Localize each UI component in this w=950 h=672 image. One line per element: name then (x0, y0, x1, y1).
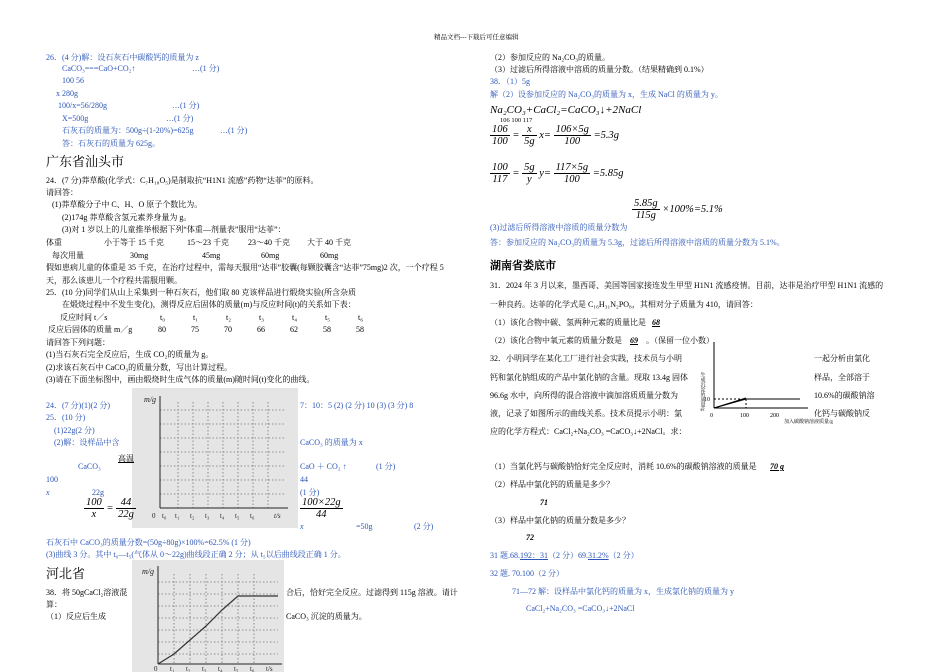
ans25-part1: (1)22g(2 分) (54, 426, 95, 435)
graph1-tick: t₄ (220, 512, 225, 520)
graph1-origin: 0 (152, 512, 156, 520)
frac-num: 100 (86, 497, 102, 508)
q25-stem: 在煅烧过程中不发生变化)，测得反应后固体的质量(m)与反应时间(t)的关系如下表： (62, 300, 356, 309)
dosage-table-cell: 每次用量 (52, 251, 84, 260)
time-cell: t₃ (259, 313, 265, 322)
graph2-xtick: t₂ (186, 665, 191, 672)
mass-cell: 80 (158, 325, 166, 334)
solve-var: x (300, 522, 304, 531)
q26-score: …(1 分) (192, 64, 220, 73)
frac-num: 100×22g (302, 497, 341, 508)
dosage-table-cell: 15～23 千克 (187, 238, 229, 247)
eq-condition: 高温 (118, 454, 134, 463)
ans31-value: 31.2% (588, 551, 609, 560)
q26-line6: X=500g (62, 114, 89, 123)
ans38-3: (3)过滤后所得溶液中溶质的质量分数为 (490, 223, 628, 232)
proportion-x: $\frac{106}{100}$ = $\frac{x}{5g}$ x= $\frac{106\times 5g}{100}$ =5.3g (492, 124, 620, 147)
ans31-value: 192：31 (520, 551, 548, 560)
graph2-xtick: t₃ (202, 665, 207, 672)
q31-stem: 一种良药。达菲的化学式是 C₁₆H₃₁N₂PO₈，其相对分子质量为 410，请回答： (490, 300, 758, 309)
q31-part2: （2）该化合物中氧元素的质量分数是 (490, 336, 622, 345)
q32-blank-72: 72 (526, 533, 534, 542)
solve-eq (300, 497, 343, 520)
q38-part1-right: CaCO₃ 沉淀的质量为。 (286, 612, 367, 621)
time-cell: t₆ (358, 313, 364, 322)
q26-line5: 100/x=56/280g (58, 101, 107, 110)
graph2-ylabel: m/g (142, 567, 154, 576)
q32-stem-right: 一起分析由氯化 (814, 354, 870, 363)
proportion-eq: $\frac{100}{x}$ = $\frac{44}{22g}$ (86, 497, 134, 520)
frac-den: x (91, 509, 97, 520)
dosage-table-cell: 45mg (202, 251, 221, 260)
q26-line1: 26．(4 分)解：设石灰石中碳酸钙的质量为 z (46, 53, 199, 62)
q24-part1: (1)莽草酸分子中 C、H、O 原子个数比为。 (52, 200, 203, 209)
mass-cell: 75 (191, 325, 199, 334)
mass-cell: 66 (257, 325, 265, 334)
ans38-final: 答：参加反应的 Na₂CO₃的质量为 5.3g，过滤后所得溶液中溶质的质量分数为 5.1%。 (490, 238, 785, 247)
graph2-xtick: t₄ (218, 665, 223, 672)
solve-prefix: x= (539, 129, 551, 141)
ans71-reaction: CaCl₂+Na₂CO₃ =CaCO₃↓+2NaCl (526, 604, 635, 613)
q24-ask: 请回答： (46, 188, 78, 197)
graph1-ylabel: m/g (144, 395, 156, 404)
eq-mass: 100 (46, 475, 58, 484)
ans31-suffix: （2 分） (608, 551, 639, 560)
blank-grid-figure (132, 388, 298, 528)
section-heading-hunan: 湖南省娄底市 (490, 260, 556, 272)
ans71: 71—72 解：设样品中氯化钙的质量为 x，生成氯化钠的质量为 y (512, 587, 734, 596)
q38-stem-right: 合后，恰好完全反应。过滤得到 115g 溶液。请计 (286, 588, 458, 597)
time-cell: t₂ (226, 313, 232, 322)
proportion-y: $\frac{100}{117}$ = $\frac{5g}{y}$ y= $\frac{117\times 5g}{100}$ =5.85g (492, 162, 624, 185)
frac-num: 5g (524, 162, 535, 173)
frac-den: 115g (635, 210, 656, 221)
mass-cell: 58 (323, 325, 331, 334)
q31-blank-68: 68 (652, 318, 660, 327)
mass-fraction (632, 198, 723, 221)
precipitate-curve-rise (714, 399, 746, 408)
q32-blank-70: 70 g (770, 462, 784, 471)
graph-xlabel: 加入碳酸钠溶液质量/g (784, 420, 833, 425)
graph2-xtick: t₁ (170, 665, 175, 672)
frac-den: 100 (564, 174, 580, 185)
mass-row-label: 反应后固体的质量 m／g (48, 325, 133, 334)
q32-part1: （1）当氯化钙与碳酸钠恰好完全反应时，消耗 10.6%的碳酸钠溶液的质量是 (490, 462, 757, 471)
q26-score: …(1 分) (220, 126, 248, 135)
solve-result: =50g (356, 522, 373, 531)
eq-unknown: x (46, 488, 50, 497)
ans38-setup: 解（2）设参加反应的 Na₂CO₃的质量为 x，生成 NaCl 的质量为 y。 (490, 90, 723, 99)
percent-answer: 石灰石中 CaCO₃的质量分数=(50g÷80g)×100%=62.5% (1 分) (46, 538, 251, 547)
frac-num: 106 (492, 124, 508, 135)
q26-score: …(1 分) (166, 114, 194, 123)
section-heading-hebei: 河北省 (46, 566, 86, 581)
q32-stem: 液，记录了如图所示的曲线关系。技术员提示小明：氯 (490, 409, 682, 418)
graph2-xtick: t₅ (234, 665, 239, 672)
dosage-table-cell: 30mg (130, 251, 149, 260)
q26-answer: 答：石灰石的质量为 625g。 (62, 139, 160, 148)
precipitate-graph (700, 338, 880, 432)
q25-ask: 请回答下列问题： (46, 338, 110, 347)
ans24: 24．(7 分)(1)(2 分) (46, 401, 110, 410)
solve-result: =5.3g (593, 129, 620, 141)
q38-part3: （3）过滤后所得溶液中溶质的质量分数。（结果精确到 0.1%） (490, 65, 709, 74)
graph1-tick: t₆ (250, 512, 255, 520)
ans25: 25．(10 分) (46, 413, 86, 422)
q31-stem: 31．2024 年 3 月以来，墨西哥、美国等国家接连发生甲型 H1N1 流感疫情。目前，达菲是治疗甲型 H1N1 流感的 (490, 281, 884, 290)
ans38-1: 38．（1）5g (490, 77, 530, 86)
frac-num: x (522, 124, 537, 136)
graph1-tick: t₅ (235, 512, 240, 520)
frac-den: 44 (316, 509, 327, 520)
q32-stem: 32．小明同学在某化工厂进行社会实践，技术员与小明 (490, 354, 682, 363)
frac-num: 106×5g (555, 124, 589, 135)
frac-den: 100 (492, 136, 508, 147)
q32-stem: 96.6g 水中，向所得的混合溶液中滴加溶质质量分数为 (490, 391, 678, 400)
q24-part3: (3)对 1 岁以上的儿童推举根据下列“体重—剂量表”服用“达菲”： (62, 225, 286, 234)
section-heading-guangdong: 广东省汕头市 (46, 154, 125, 169)
frac-den: 22g (118, 509, 134, 520)
solve-prefix: y= (539, 167, 551, 179)
solve-score: (2 分) (414, 522, 434, 531)
q32-stem-right: 化钙与碳酸钠反 (814, 409, 870, 418)
q32-stem-right: 样品，全部溶于 (814, 373, 870, 382)
ans24-right: 7：10：5 (2) (2 分) 10 (3) (3 分) 8 (300, 401, 414, 410)
frac-num: 5.85g (634, 198, 658, 209)
molar-masses: 106 100 117 (500, 117, 533, 124)
graph2-xtick: t/s (266, 665, 273, 672)
dosage-table-cell: 小于等于 15 千克 (104, 238, 164, 247)
q24-para: 假如患病儿童的体重是 35 千克，在治疗过程中，需每天服用“达菲”胶囊(每颗胶囊含“达菲”75mg)2 次，一个疗程 5 (46, 263, 444, 272)
graph-y10: 10 (704, 397, 710, 403)
eq-mass: 44 (300, 475, 308, 484)
q31-part1: （1）该化合物中碳、氢两种元素的质量比是 (490, 318, 646, 327)
q26-score: …(1 分) (172, 101, 200, 110)
frac-den: 5g (524, 136, 535, 147)
q31-blank-69: 69 (630, 336, 638, 345)
q38-part2: （2）参加反应的 Na₂CO₃的质量。 (490, 53, 611, 62)
time-cell: t₀ (160, 313, 166, 322)
frac-den: 100 (564, 136, 581, 147)
graph1-tick: t₀ (162, 512, 167, 520)
time-cell: t₅ (325, 313, 331, 322)
q25-part3: (3)请在下面坐标图中，画由煅烧时生成气体的质量(m)随时间(t)变化的曲线。 (46, 375, 315, 384)
q31-part2-suffix: 。（保留一位小数） (646, 336, 714, 345)
answer-curve-figure (132, 560, 284, 672)
mass-cell: 58 (356, 325, 364, 334)
graph-x100: 100 (740, 413, 749, 419)
q26-equation: CaCO₃===CaO+CO₂↑ (62, 64, 136, 73)
q38-stem: 38．将 50gCaCl₂溶液混 (46, 588, 128, 597)
dosage-table-cell: 60mg (320, 251, 339, 260)
reaction-equation: Na₂CO₃+CaCl₂=CaCO₃↓+2NaCl (490, 104, 642, 116)
q26-line7: 石灰石的质量为：500g÷(1-20%)=625g (62, 126, 194, 135)
frac-den: y (527, 174, 532, 185)
time-cell: t₄ (292, 313, 298, 322)
mass-cell: 70 (224, 325, 232, 334)
q24-para: 天，那么该患儿一个疗程共需服用颗。 (46, 276, 182, 285)
ans25-part2-right: CaCO₃ 的质量为 x (300, 438, 363, 447)
q32-stem: 钙和氯化钠组成的产品中氯化钠的含量。现取 13.4g 固体 (490, 373, 688, 382)
frac-den: 117 (492, 174, 508, 185)
q26-line3: 100 56 (62, 76, 84, 85)
ans31 (490, 551, 639, 561)
q24-part2: (2)174g 莽草酸含氢元素养身量为 g。 (62, 213, 192, 222)
graph1-xlabel: t/s (274, 512, 281, 520)
frac-num: 117×5g (555, 162, 589, 173)
q32-stem-right: 10.6%的碳酸钠溶 (814, 391, 875, 400)
graph1-tick: t₁ (175, 512, 180, 520)
dosage-table-cell: 大于 40 千克 (307, 238, 351, 247)
dosage-table-cell: 23～40 千克 (248, 238, 290, 247)
eq-reactant: CaCO₃ (78, 462, 101, 471)
fraction-result: ×100%=5.1% (662, 203, 723, 215)
graph1-tick: t₂ (190, 512, 195, 520)
q32-part2: （2）样品中氯化钙的质量是多少？ (490, 480, 614, 489)
ans25-part2: (2)解：设样品中含 (54, 438, 120, 447)
mass-cell: 62 (290, 325, 298, 334)
q26-line4: x 280g (56, 89, 78, 98)
q25-part2: (2)求该石灰石中 CaCO₃的质量分数，写出计算过程。 (46, 363, 233, 372)
eq-products: CaO ＋ CO₂ ↑ (300, 462, 347, 471)
eq-score: (1 分) (300, 488, 320, 497)
q38-cont: 算： (46, 600, 62, 609)
graph-x0: 0 (710, 413, 713, 419)
q38-part1: （1）反应后生成 (46, 612, 106, 621)
eq-score: (1 分) (376, 462, 396, 471)
frac-num: 44 (116, 497, 136, 509)
graph2-xtick: t₆ (250, 665, 255, 672)
frac-num: 100 (492, 162, 508, 173)
time-row-label: 反应时间 t／s (60, 313, 108, 322)
solve-result: =5.85g (592, 167, 624, 179)
q32-part3: （3）样品中氯化钠的质量分数是多少？ (490, 516, 630, 525)
q24-stem: 24．(7 分)莽草酸(化学式：C₇H₁₀O₅)是制取抗“H1N1 流感”药物“达菲”的原料。 (46, 176, 319, 185)
ans31-mid: （2 分）69. (548, 551, 588, 560)
eq-given: 22g (92, 488, 104, 497)
graph1-tick: t₃ (205, 512, 210, 520)
graph-ylabel: 生成沉淀的质量/g (700, 372, 705, 411)
q32-blank-71: 71 (540, 498, 548, 507)
ans32: 32 题. 70.100（2 分） (490, 569, 564, 578)
q25-part1: (1)当石灰石完全反应后，生成 CO₂的质量为 g。 (46, 350, 214, 359)
ans31-prefix: 31 题.68. (490, 551, 520, 560)
q32-reaction: 应的化学方程式：CaCl₂+Na₂CO₃ =CaCO₃↓+2NaCl。求： (490, 427, 687, 436)
dosage-table-cell: 60mg (261, 251, 280, 260)
curve-answer: (3)曲线 3 分。其中 t₀—t₅(气体从 0～22g)曲线段正确 2 分；从 t₅以后曲线段正确 1 分。 (46, 550, 346, 559)
graph-x200: 200 (770, 413, 779, 419)
page-header: 精品文档---下载后可任意编辑 (434, 34, 519, 41)
time-cell: t₁ (193, 313, 199, 322)
graph2-xtick: 0 (154, 665, 158, 672)
q25-stem: 25．(10 分)同学们从山上采集到一种石灰石，他们取 80 克该样品进行煅烧实验(所含杂质 (46, 288, 356, 297)
dosage-table-cell: 体重 (46, 238, 62, 247)
